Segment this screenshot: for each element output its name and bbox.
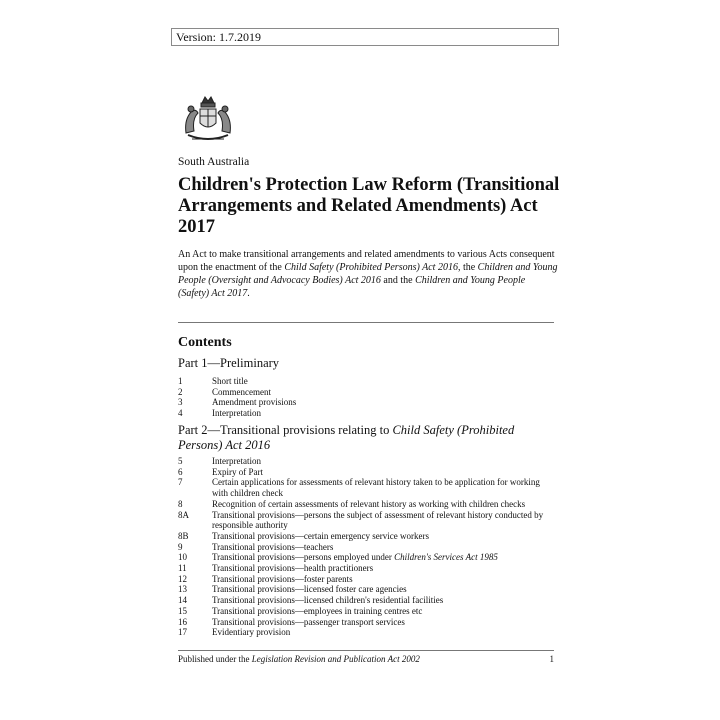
page-number: 1	[549, 654, 554, 664]
toc-item[interactable]: 16 Transitional provisions—passenger transport services	[178, 616, 405, 627]
toc-item[interactable]: 17 Evidentiary provision	[178, 627, 291, 638]
toc-item[interactable]: 5 Interpretation	[178, 456, 261, 466]
part1-heading: Part 1—Preliminary	[178, 356, 280, 370]
footer-divider	[178, 650, 554, 651]
contents-heading: Contents	[178, 335, 232, 350]
jurisdiction-label: South Australia	[178, 156, 250, 168]
footer-publication: Published under the Legislation Revision and Publication Act 2002	[178, 654, 420, 664]
part2-heading: Part 2—Transitional provisions relating to Child Safety (Prohibited Persons) Act 2016	[178, 423, 515, 452]
act-title: Children's Protection Law Reform (Transitional Arrangements and Related Amendments) Act 2017	[178, 175, 560, 237]
divider	[178, 322, 554, 323]
toc-item[interactable]: 12 Transitional provisions—foster parents	[178, 573, 353, 584]
part1-toc	[178, 376, 558, 419]
toc-item[interactable]: 15 Transitional provisions—employees in training centres etc	[178, 605, 423, 616]
long-title: An Act to make transitional arrangements and related amendments to various Acts consequent upon the enactment of the Child Safety (Prohibited Persons) Act 2016, the Children and Young People (Oversight and Advocacy Bodies) Act 2016 and the Children and Young People (Safety) Act 2017.	[178, 249, 558, 299]
toc-item[interactable]: 11 Transitional provisions—health practitioners	[178, 563, 374, 574]
toc-item[interactable]: 13 Transitional provisions—licensed foster care agencies	[178, 584, 407, 595]
toc-item[interactable]: 9 Transitional provisions—teachers	[178, 541, 334, 552]
footer	[178, 654, 554, 664]
toc-item[interactable]: 4 Interpretation	[178, 408, 261, 419]
toc-item[interactable]: 8B Transitional provisions—certain emergency service workers	[178, 530, 429, 541]
toc-item[interactable]: 8A Transitional provisions—persons the subject of assessment of relevant history conducted by responsible authority	[178, 509, 544, 531]
toc-item[interactable]: 14 Transitional provisions—licensed children's residential facilities	[178, 595, 444, 606]
toc-item[interactable]: 10 Transitional provisions—persons employed under Children's Services Act 1985	[178, 552, 498, 563]
toc-item[interactable]: 2 Commencement	[178, 386, 271, 397]
toc-item[interactable]: 6 Expiry of Part	[178, 466, 263, 477]
toc-item[interactable]: 7 Certain applications for assessments of relevant history taken to be application for working with children check	[178, 477, 540, 499]
version-label: Version: 1.7.2019	[171, 28, 559, 46]
toc-item[interactable]: 8 Recognition of certain assessments of relevant history as working with children checks	[178, 498, 526, 509]
coat-of-arms-icon	[178, 93, 238, 145]
toc-item[interactable]: 1 Short title	[178, 376, 248, 386]
part2-toc	[178, 456, 558, 638]
toc-item[interactable]: 3 Amendment provisions	[178, 397, 297, 408]
